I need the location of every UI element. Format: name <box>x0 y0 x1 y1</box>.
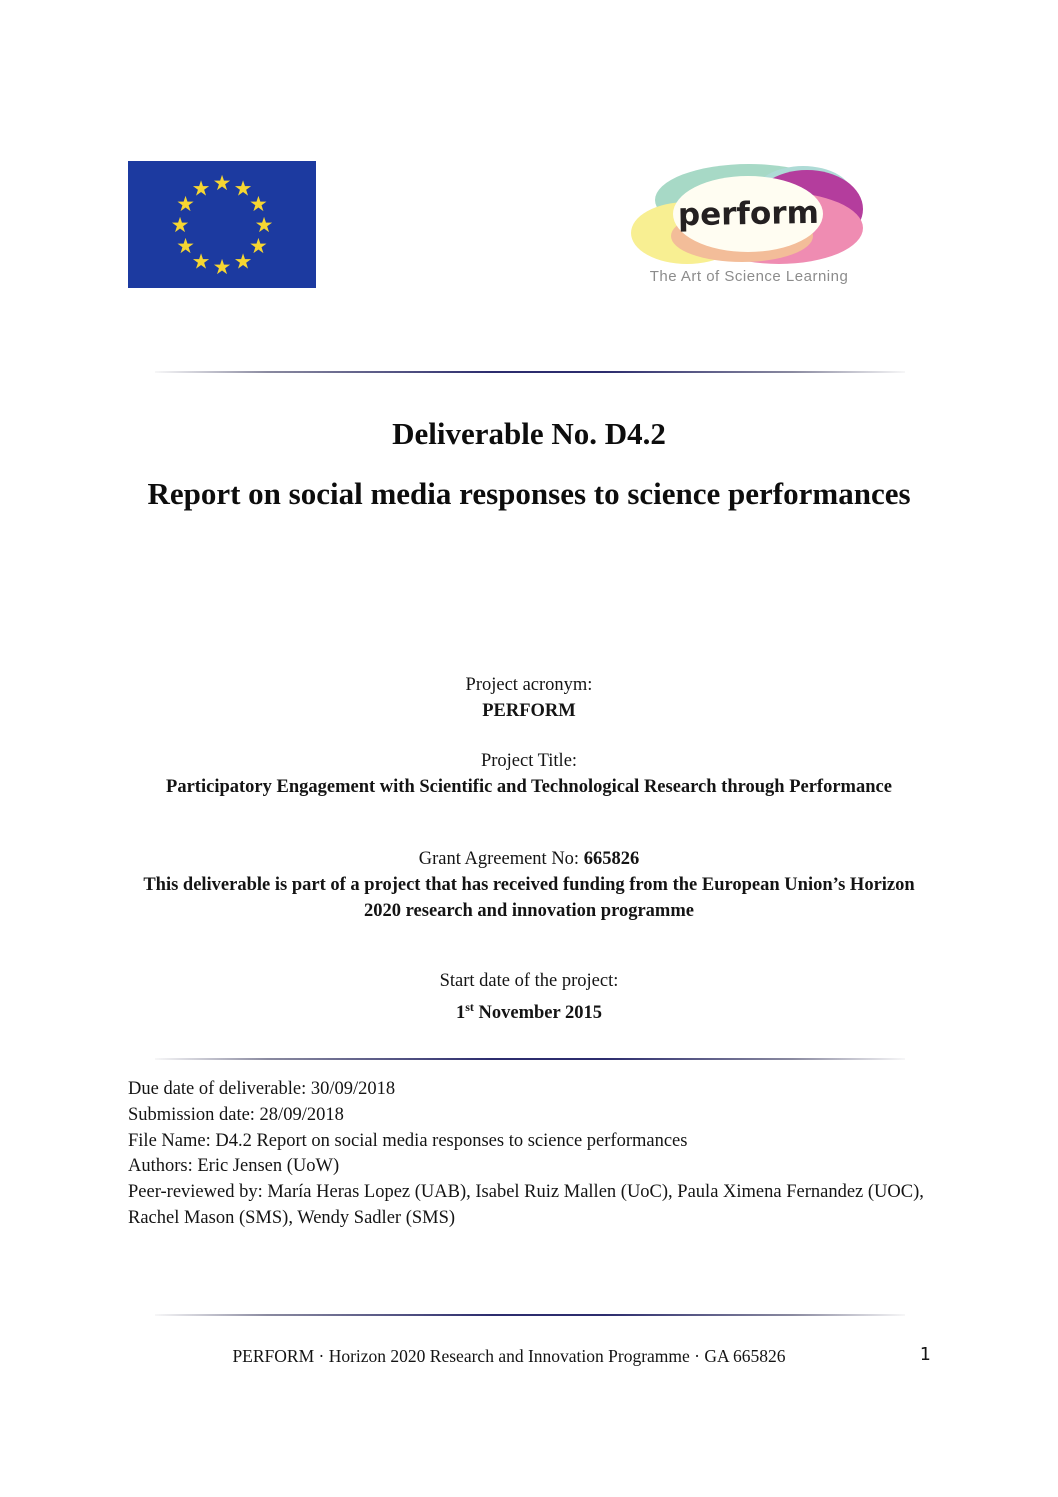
svg-text:★: ★ <box>212 255 232 279</box>
project-acronym-block <box>129 672 929 724</box>
svg-text:★: ★ <box>176 192 196 216</box>
svg-text:★: ★ <box>176 234 196 258</box>
authors-line: Authors: Eric Jensen (UoW) <box>128 1156 340 1177</box>
start-rest: November 2015 <box>473 1003 603 1024</box>
project-acronym-label: Project acronym: <box>465 675 593 695</box>
grant-line <box>129 846 929 872</box>
svg-text:★: ★ <box>233 249 253 274</box>
svg-text:★: ★ <box>170 213 190 237</box>
grant-block <box>129 846 929 924</box>
perform-logo <box>633 166 865 263</box>
start-ordinal: st <box>465 1000 474 1014</box>
svg-text:★: ★ <box>233 176 253 201</box>
svg-text:★: ★ <box>212 171 232 195</box>
grant-label: Grant Agreement No: <box>418 849 584 869</box>
svg-text:★: ★ <box>191 176 211 201</box>
svg-text:★: ★ <box>248 234 268 258</box>
start-date-label: Start date of the project: <box>439 971 619 991</box>
title-line-1: Deliverable No. D4.2 <box>392 416 666 451</box>
project-title-block <box>129 748 929 800</box>
due-date-line: Due date of deliverable: 30/09/2018 <box>128 1079 396 1099</box>
project-acronym-value: PERFORM <box>482 701 576 721</box>
start-date-value <box>129 994 929 1026</box>
submission-date-line: Submission date: 28/09/2018 <box>128 1104 344 1125</box>
grant-number: 665826 <box>583 849 640 869</box>
file-name-line: File Name: D4.2 Report on social media responses to science performances <box>128 1130 688 1151</box>
logo-center <box>673 176 823 252</box>
divider-top <box>155 371 905 373</box>
title-line-2: Report on social media responses to science performances <box>147 476 911 511</box>
peer-reviewed-line: Peer-reviewed by: María Heras Lopez (UAB), Isabel Ruiz Mallen (UoC), Paula Ximena Fernandez (UOC), Rachel Mason (SMS), Wendy Sadler (SMS) <box>128 1182 924 1228</box>
eu-flag-svg <box>128 161 316 288</box>
logo-brand-text: perform <box>677 194 819 234</box>
project-title-label: Project Title: <box>480 751 578 771</box>
page-number: 1 <box>919 1344 931 1365</box>
deliverable-details <box>128 1077 936 1232</box>
document-title <box>139 404 919 524</box>
project-title-value: Participatory Engagement with Scientific and Technological Research through Performance <box>166 777 892 797</box>
start-date-block <box>129 968 929 1026</box>
divider-footer <box>155 1314 905 1316</box>
footer-text: PERFORM · Horizon 2020 Research and Innovation Programme · GA 665826 <box>232 1346 786 1366</box>
svg-text:★: ★ <box>254 213 274 237</box>
svg-text:★: ★ <box>248 192 268 216</box>
eu-flag-icon <box>128 161 316 288</box>
svg-text:★: ★ <box>191 249 211 274</box>
logo-tagline: The Art of Science Learning <box>649 268 849 285</box>
funding-note: This deliverable is part of a project that has received funding from the European Union’s Horizon 2020 research and innovation programme <box>143 875 915 921</box>
divider-middle <box>155 1058 905 1060</box>
start-day: 1 <box>455 1003 466 1024</box>
